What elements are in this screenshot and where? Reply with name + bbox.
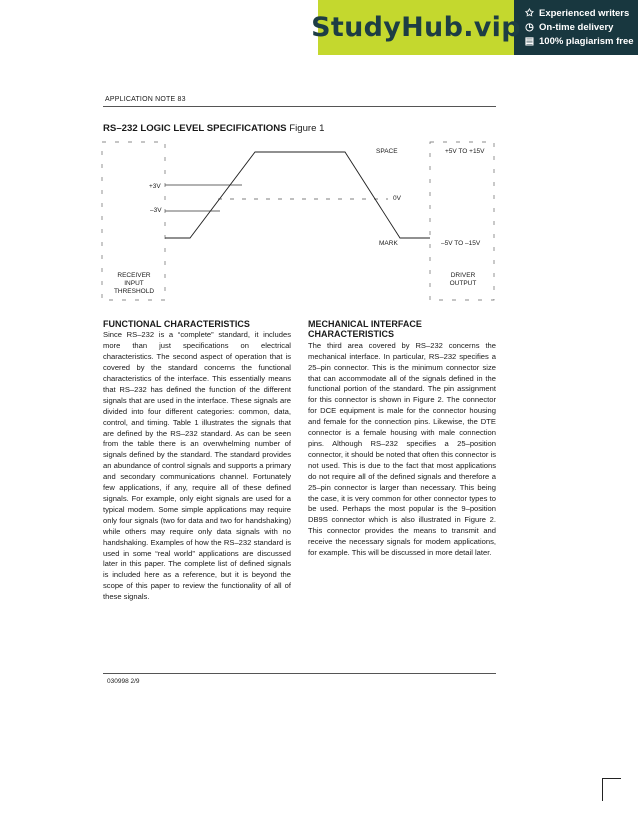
receiver-label-line: THRESHOLD [113, 288, 155, 295]
plus3v-label: +3V [149, 183, 161, 190]
perk-label: 100% plagiarism free [539, 35, 634, 47]
perk-label: Experienced writers [539, 7, 630, 19]
functional-heading: FUNCTIONAL CHARACTERISTICS [103, 319, 250, 329]
document-check-icon: ▤ [524, 35, 535, 47]
mechanical-heading-line: MECHANICAL INTERFACE [308, 319, 422, 329]
signal-waveform [165, 152, 430, 238]
header-rule [103, 106, 496, 107]
functional-section [103, 319, 291, 603]
functional-body: Since RS–232 is a “complete” standard, it includes more than just specifications on electrical characteristics. The second aspect of operation that is covered by the standard concerns the functional characteristics of the interface. This essentially means that RS–232 has defined the function of the different signals that are used in the interface. These signals are divided into four different categories: common, data, control, and timing. Table 1 illustrates the signals that are defined by the RS–232 standard. As can be seen from the table there is an overwhelming number of signals defined by the standard. The standard provides an abundance of control signals and supports a primary and secondary communications channel. Fortunately few applications, if any, require all of these defined signals. For example, only eight signals are used for a typical modem. Some simple applications may require only four signals (two for data and two for handshaking) while others may require only data signals with no handshaking. Examples of how the RS–232 standard is used in some “real world” applications are discussed later in this paper. The complete list of defined signals is included here as a reference, but it is beyond the scope of this paper to review the functionality of all of these signals. [103, 330, 291, 602]
perk-label: On-time delivery [539, 21, 614, 33]
receiver-label [104, 272, 164, 296]
driver-label-line: OUTPUT [449, 280, 477, 287]
space-label: SPACE [376, 148, 398, 155]
receiver-label-line: RECEIVER [117, 272, 151, 279]
figure-title-bold: RS–232 LOGIC LEVEL SPECIFICATIONS [103, 123, 287, 134]
clock-icon: ◷ [525, 21, 534, 33]
minus3v-label: –3V [150, 207, 162, 214]
perk-item [524, 34, 634, 48]
mechanical-body: The third area covered by RS–232 concerns the mechanical interface. In particular, RS–232 specifies a 25–pin connector. This is the minimum connector size that can accommodate all of the signals defined in the functional portion of the standard. The pin assignment for this connector is shown in Figure 2. The connector for DCE equipment is male for the connector housing and female for the connection pins. Likewise, the DTE connector is a female housing with male connection pins. Although RS–232 specifies a 25–position connector, it should be noted that often this connector is not used. This is due to the fact that most applications do not require all of the defined signals and therefore a 25–pin connector is larger than necessary. This being the case, it is very common for other connector types to be used. Perhaps the most popular is the 9–position DB9S connector which is also illustrated in Figure 2. This connector provides the means to transmit and receive the necessary signals for modem applications, for example. This will be discussed in more detail later. [308, 340, 496, 558]
application-note-header: APPLICATION NOTE 83 [105, 96, 186, 103]
star-icon: ✩ [525, 7, 534, 19]
perk-item [524, 20, 634, 34]
zero-volt-label: 0V [393, 195, 401, 202]
brand-logo[interactable]: StudyHub.vip [318, 0, 514, 55]
logic-level-figure [100, 138, 500, 303]
driver-label [433, 272, 493, 288]
space-range-label: +5V TO +15V [445, 148, 485, 155]
promo-banner[interactable] [311, 0, 638, 55]
mechanical-heading [308, 319, 496, 340]
figure-title [103, 123, 324, 134]
mechanical-section [308, 319, 496, 559]
mechanical-heading-line: CHARACTERISTICS [308, 329, 395, 340]
footer-rule [103, 673, 496, 674]
figure-title-number: Figure 1 [286, 123, 325, 134]
mark-range-label: –5V TO –15V [441, 240, 481, 247]
perks-list [524, 6, 634, 48]
corner-crop-mark [602, 778, 621, 801]
driver-label-line: DRIVER [450, 272, 476, 279]
perk-item [524, 6, 634, 20]
page-code: 030998 2/9 [107, 678, 140, 685]
mark-label: MARK [379, 240, 398, 247]
receiver-label-line: INPUT [124, 280, 144, 287]
